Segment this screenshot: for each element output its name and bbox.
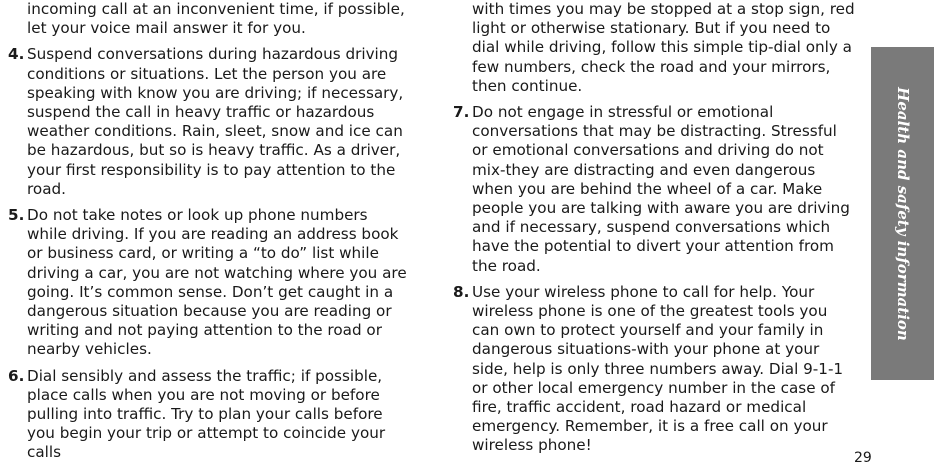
right-column [453, 0, 856, 456]
section-tab-label: Health and safety information [893, 86, 912, 341]
list-item-4 [8, 45, 408, 199]
section-side-tab [871, 47, 934, 380]
item-number: 6. [8, 366, 25, 385]
item-text: Dial sensibly and assess the traffic; if possible, place calls when you are not moving or before pulling into traffic. Try to plan your calls before you begin your trip or attempt to coincide your calls [27, 366, 386, 462]
item-number: 7. [453, 103, 470, 122]
item-text: Use your wireless phone to call for help. Your wireless phone is one of the greatest tools you can own to protect yourself and your family in dangerous situations-with your phone at your side, help is only three numbers away. Dial 9-1-1 or other local emergency number in the case of fire, traffic accident, road hazard or medical emergency. Remember, it is a free call on your wireless phone! [472, 282, 844, 455]
item-number: 8. [453, 282, 470, 301]
list-item-7 [453, 103, 856, 276]
list-item-8 [453, 283, 856, 456]
item-number: 5. [8, 206, 25, 225]
item-text: Suspend conversations during hazardous driving conditions or situations. Let the person you are speaking with know you are driving; if necessary, suspend the call in heavy traffic or hazardous weather conditions. Rain, sleet, snow and ice can be hazardous, but so is heavy traffic. As a driver, your first responsibility is to pay attention to the road. [27, 45, 404, 198]
item-text: Do not engage in stressful or emotional conversations that may be distracting. Stressful or emotional conversations and driving do not mix-they are distracting and even dangerous when you are behind the wheel of a car. Make people you are talking with aware you are driving and if necessary, suspend conversations which have the potential to divert your attention from the road. [472, 103, 850, 275]
item-number: 4. [8, 45, 25, 64]
continued-paragraph: incoming call at an inconvenient time, if possible, let your voice mail answer it for you. [27, 0, 405, 38]
left-column [8, 0, 408, 463]
item-text: Do not take notes or look up phone numbers while driving. If you are reading an address book or business card, or writing a “to do” list while driving a car, you are not watching where you are going. It’s common sense. Don’t get caught in a dangerous situation because you are reading or writing and not paying attention to the road or nearby vehicles. [27, 206, 407, 359]
list-item-5 [8, 206, 408, 360]
page-number: 29 [854, 450, 872, 466]
continued-paragraph: with times you may be stopped at a stop sign, red light or otherwise stationary. But if you need to dial while driving, follow this simple tip-dial only a few numbers, check the road and your mirrors, then continue. [472, 0, 855, 95]
list-item-6 [8, 367, 408, 463]
